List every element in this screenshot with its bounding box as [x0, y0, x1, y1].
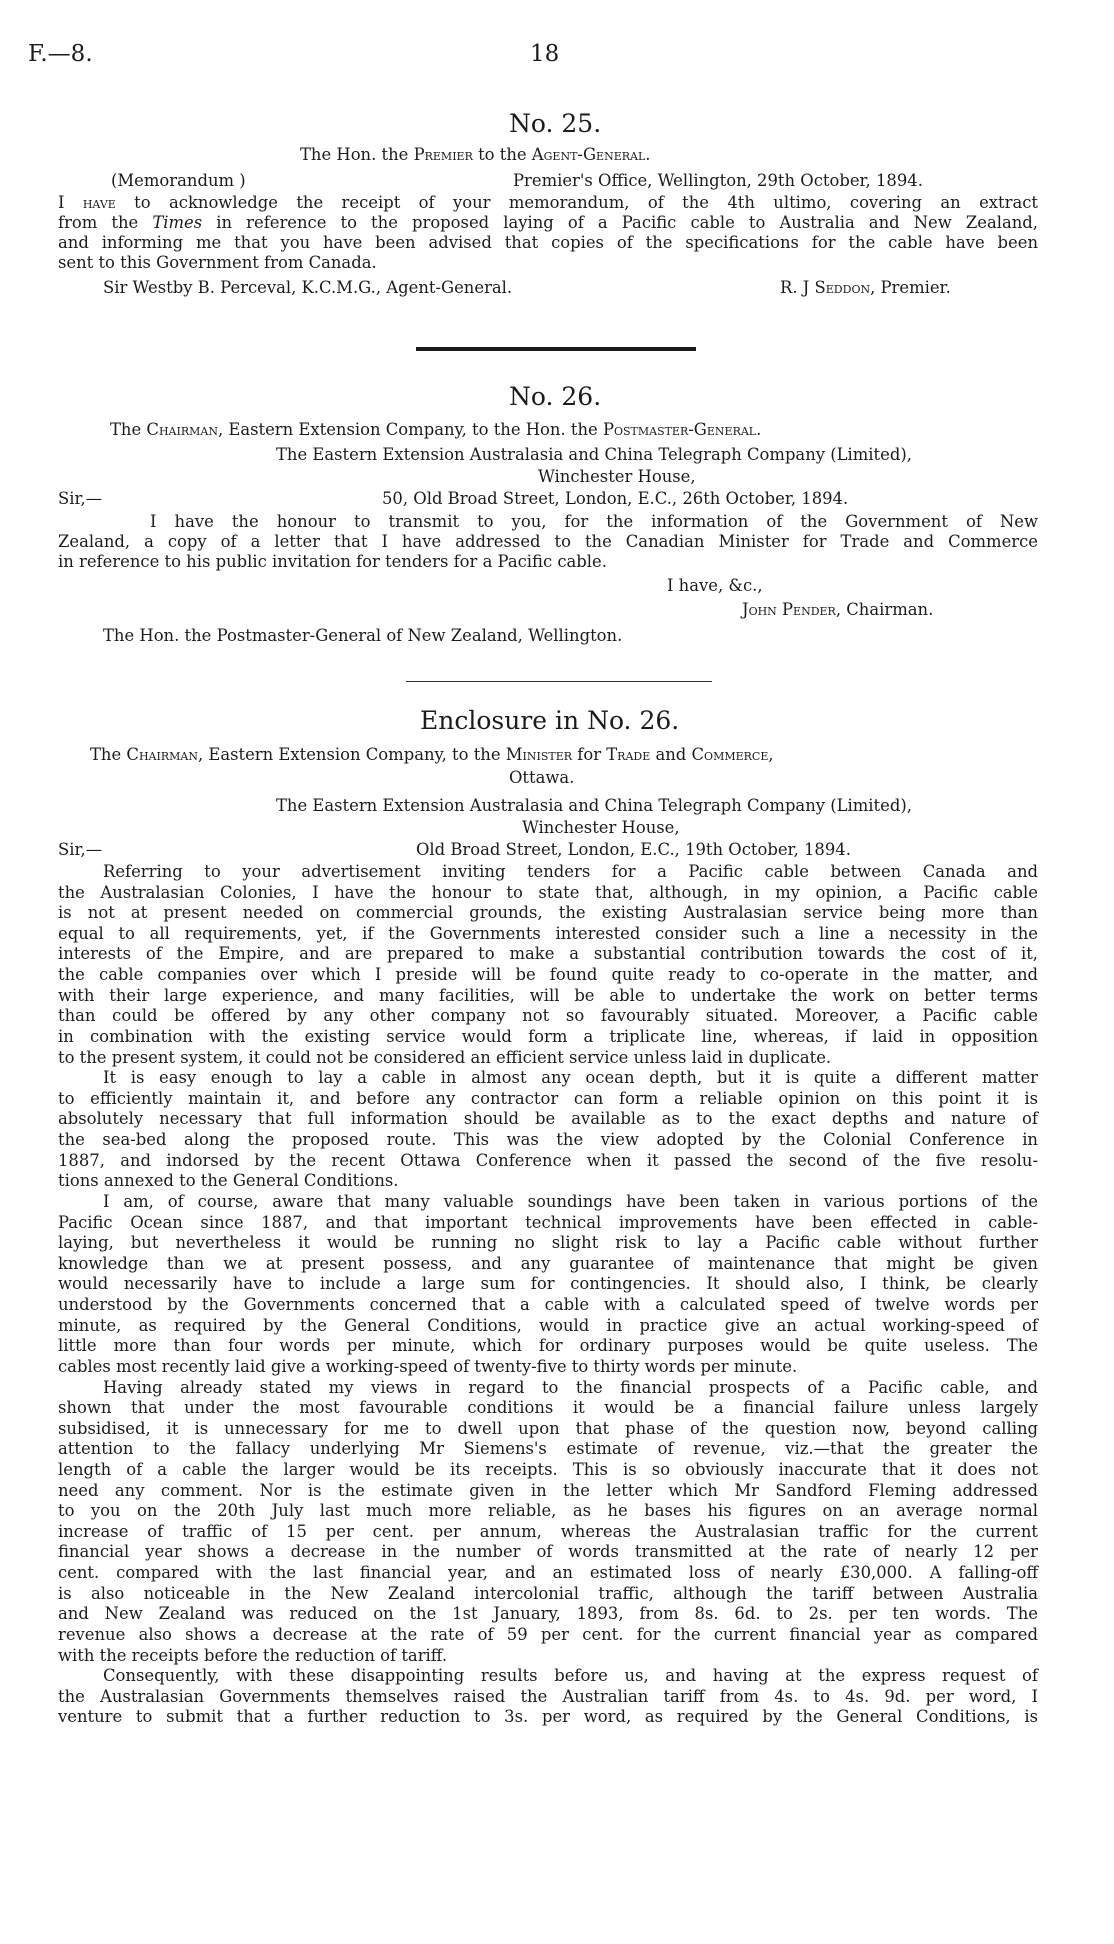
enclosure-body-line: Consequently, with these disappointing results before us, and having at the express request of [103, 1666, 1038, 1685]
enclosure-salutation: Sir,— [58, 840, 103, 859]
section-heading-no25: No. 25. [509, 109, 602, 138]
enclosure-body-line: Referring to your advertisement inviting tenders for a Pacific cable between Canada and [103, 862, 1038, 881]
enclosure-body-line: equal to all requirements, yet, if the Governments interested consider such a line a necessity in the [58, 924, 1038, 943]
enclosure-body-line: subsidised, it is unnecessary for me to dwell upon that phase of the question now, beyond calling [58, 1419, 1038, 1438]
page-reference: F.—8. [28, 41, 93, 67]
no25-body-line: sent to this Government from Canada. [58, 253, 377, 272]
enclosure-body-line: in combination with the existing service would form a triplicate line, whereas, if laid in opposition [58, 1027, 1038, 1046]
enclosure-body-line: cables most recently laid give a working-speed of twenty-five to thirty words per minute. [58, 1357, 798, 1376]
memo-label: (Memorandum ) [111, 171, 246, 190]
no25-place-date: Premier's Office, Wellington, 29th October, 1894. [513, 171, 923, 190]
enclosure-body-line: to efficiently maintain it, and before any contractor can form a reliable opinion on this point it is [58, 1089, 1038, 1108]
enclosure-body-line: would necessarily have to include a large sum for contingencies. It should also, I think, be clearly [58, 1274, 1038, 1293]
enclosure-body-line: Having already stated my views in regard to the financial prospects of a Pacific cable, and [103, 1378, 1038, 1397]
enclosure-body-line: knowledge than we at present possess, and any guarantee of maintenance that might be given [58, 1254, 1038, 1273]
enclosure-body-line: cent. compared with the last financial year, and an estimated loss of nearly £30,000. A falling-off [58, 1563, 1038, 1582]
enclosure-body-line: financial year shows a decrease in the number of words transmitted at the rate of nearly 12 per [58, 1542, 1038, 1561]
enclosure-body-line: increase of traffic of 15 per cent. per annum, whereas the Australasian traffic for the current [58, 1522, 1038, 1541]
no26-addressee: The Hon. the Postmaster-General of New Zealand, Wellington. [103, 626, 623, 645]
enclosure-body-line: the sea-bed along the proposed route. This was the view adopted by the Colonial Conference in [58, 1130, 1038, 1149]
enclosure-body-line: the Australasian Colonies, I have the honour to state that, although, in my opinion, a Pacific cable [58, 883, 1038, 902]
no26-company: The Eastern Extension Australasia and China Telegraph Company (Limited), [276, 445, 912, 464]
enclosure-body-line: length of a cable the larger would be its receipts. This is so obviously inaccurate that it does not [58, 1460, 1038, 1479]
enclosure-body-line: Pacific Ocean since 1887, and that important technical improvements have been effected in cable- [58, 1213, 1038, 1232]
enclosure-body-line: than could be offered by any other company not so favourably situated. Moreover, a Pacific cable [58, 1006, 1038, 1025]
enclosure-body-line: venture to submit that a further reduction to 3s. per word, as required by the General Conditions, is [58, 1707, 1038, 1726]
enclosure-body-line: with the receipts before the reduction of tariff. [58, 1646, 448, 1665]
enclosure-house: Winchester House, [522, 818, 680, 837]
no26-salutation: Sir,— [58, 489, 103, 508]
no26-house: Winchester House, [538, 467, 696, 486]
section-divider-thick [416, 347, 696, 351]
enclosure-body-line: shown that under the most favourable conditions it would be a financial failure unless largely [58, 1398, 1038, 1417]
page-number: 18 [530, 41, 560, 67]
enclosure-body-line: little more than four words per minute, which for ordinary purposes would be quite useless. The [58, 1336, 1038, 1355]
no26-from-to: The Chairman, Eastern Extension Company, to the Hon. the Postmaster-General. [110, 420, 762, 439]
no25-addressee: Sir Westby B. Perceval, K.C.M.G., Agent-General. [103, 278, 513, 297]
enclosure-city: Ottawa. [509, 768, 575, 787]
enclosure-body-line: It is easy enough to lay a cable in almost any ocean depth, but it is quite a different matter [103, 1068, 1038, 1087]
enclosure-body-line: with their large experience, and many facilities, will be able to undertake the work on better terms [58, 986, 1038, 1005]
no26-address-date: 50, Old Broad Street, London, E.C., 26th October, 1894. [382, 489, 849, 508]
enclosure-body-line: I am, of course, aware that many valuable soundings have been taken in various portions of the [103, 1192, 1038, 1211]
enclosure-body-line: understood by the Governments concerned that a cable with a calculated speed of twelve words per [58, 1295, 1038, 1314]
enclosure-body-line: the Australasian Governments themselves raised the Australian tariff from 4s. to 4s. 9d. per word, I [58, 1687, 1038, 1706]
enclosure-body-line: attention to the fallacy underlying Mr Siemens's estimate of revenue, viz.—that the greater the [58, 1439, 1038, 1458]
section-heading-no26: No. 26. [509, 382, 602, 411]
enclosure-body-line: 1887, and indorsed by the recent Ottawa Conference when it passed the second of the five resolu- [58, 1151, 1038, 1170]
no25-body-line: from the Times in reference to the proposed laying of a Pacific cable to Australia and New Zealand, [58, 213, 1039, 232]
no25-from-to: The Hon. the Premier to the Agent-General. [300, 145, 651, 164]
enclosure-body-line: and New Zealand was reduced on the 1st January, 1893, from 8s. 6d. to 2s. per ten words. The [58, 1604, 1038, 1623]
no25-body-line: I have to acknowledge the receipt of your memorandum, of the 4th ultimo, covering an extract [58, 193, 1038, 212]
no26-body-line: I have the honour to transmit to you, for the information of the Government of New [150, 512, 1038, 531]
no25-signature: R. J Seddon, Premier. [780, 278, 951, 297]
enclosure-body-line: to you on the 20th July last much more reliable, as he bases his figures on an average normal [58, 1501, 1038, 1520]
no26-signature: John Pender, Chairman. [742, 600, 934, 619]
enclosure-body-line: revenue also shows a decrease at the rate of 59 per cent. for the current financial year as compared [58, 1625, 1038, 1644]
no26-body-line: in reference to his public invitation for tenders for a Pacific cable. [58, 552, 607, 571]
no26-closing: I have, &c., [667, 576, 763, 595]
enclosure-address-date: Old Broad Street, London, E.C., 19th October, 1894. [416, 840, 851, 859]
enclosure-body-line: the cable companies over which I preside will be found quite ready to co-operate in the matter, and [58, 965, 1038, 984]
enclosure-body-line: absolutely necessary that full information should be available as to the exact depths and nature of [58, 1109, 1038, 1128]
no25-body-line: and informing me that you have been advised that copies of the specifications for the cable have been [58, 233, 1038, 252]
no26-body-line: Zealand, a copy of a letter that I have addressed to the Canadian Minister for Trade and Commerce [58, 532, 1038, 551]
enclosure-body-line: interests of the Empire, and are prepared to make a substantial contribution towards the cost of it, [58, 944, 1038, 963]
section-heading-enclosure: Enclosure in No. 26. [420, 706, 680, 735]
enclosure-body-line: laying, but nevertheless it would be running no slight risk to lay a Pacific cable without further [58, 1233, 1038, 1252]
enclosure-from-to: The Chairman, Eastern Extension Company, to the Minister for Trade and Commerce, [90, 745, 774, 764]
section-divider-thin [406, 681, 712, 682]
enclosure-body-line: minute, as required by the General Conditions, would in practice give an actual working-speed of [58, 1316, 1038, 1335]
enclosure-body-line: to the present system, it could not be considered an efficient service unless laid in duplicate. [58, 1048, 832, 1067]
enclosure-body-line: need any comment. Nor is the estimate given in the letter which Mr Sandford Fleming addressed [58, 1481, 1038, 1500]
enclosure-body-line: is not at present needed on commercial grounds, the existing Australasian service being more than [58, 903, 1038, 922]
enclosure-company: The Eastern Extension Australasia and China Telegraph Company (Limited), [276, 796, 912, 815]
enclosure-body-line: is also noticeable in the New Zealand intercolonial traffic, although the tariff between Australia [58, 1584, 1038, 1603]
enclosure-body-line: tions annexed to the General Conditions. [58, 1171, 399, 1190]
